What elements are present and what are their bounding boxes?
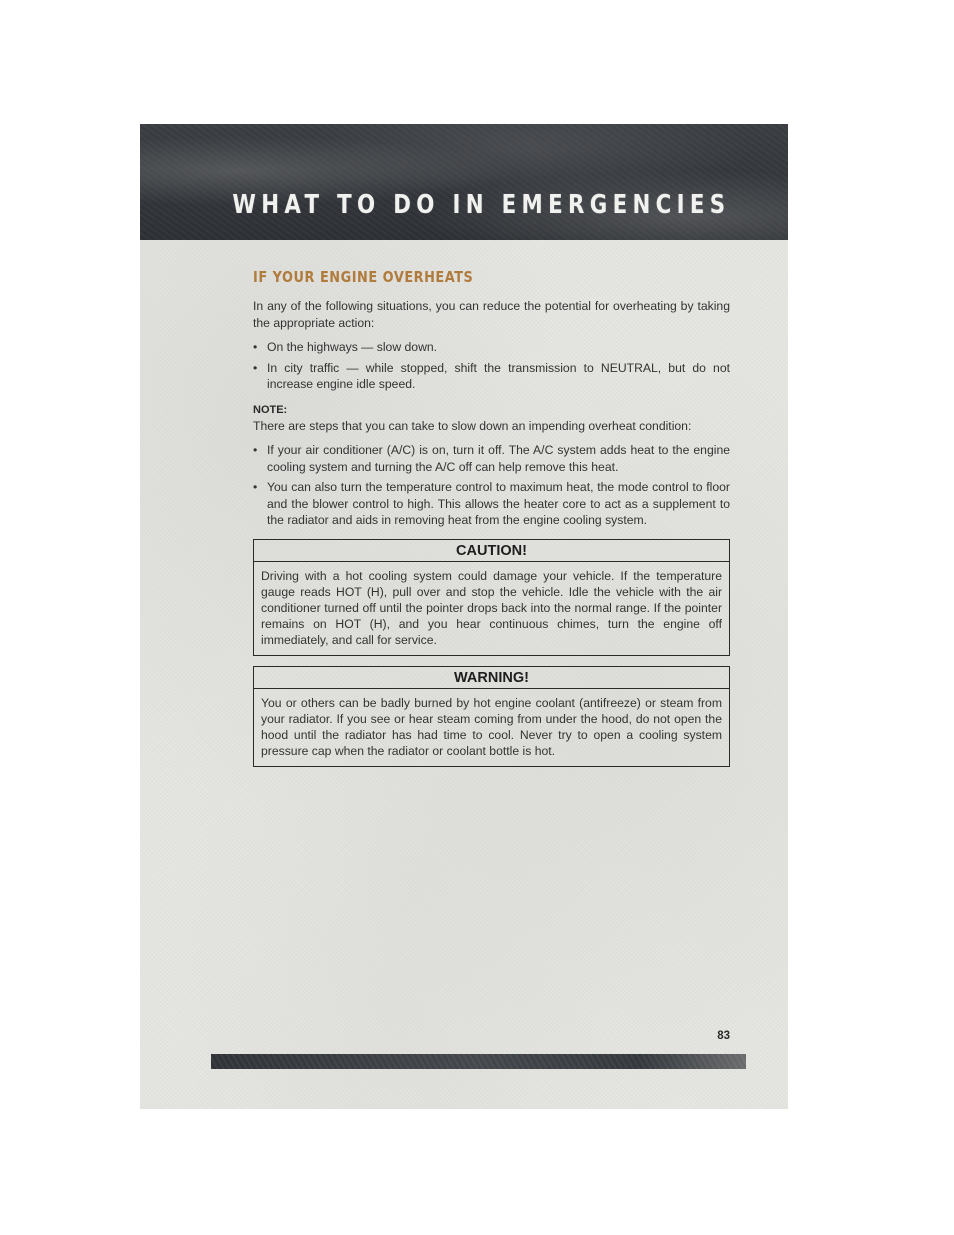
bullet-icon: • — [253, 480, 258, 494]
list-item — [253, 479, 730, 529]
caution-body: Driving with a hot cooling system could damage your vehicle. If the temperature gauge reads HOT (H), pull over and stop the vehicle. Idle the vehicle with the air conditioner turned off until the pointer drops back into the normal range. If the pointer remains on HOT (H), and you hear continuous chimes, turn the engine off immediately, and call for service. — [261, 568, 722, 647]
caution-box — [253, 539, 730, 656]
warning-box — [253, 666, 730, 767]
list-item-text: You can also turn the temperature control to maximum heat, the mode control to floor and the blower control to high. This allows the heater core to act as a supplement to the radiator and aids in removing heat from the engine cooling system. — [267, 480, 730, 527]
action-list — [253, 339, 730, 393]
intro-paragraph: In any of the following situations, you can reduce the potential for overheating by taking the appropriate action: — [253, 299, 730, 330]
warning-body: You or others can be badly burned by hot engine coolant (antifreeze) or steam from your radiator. If you see or hear steam coming from under the hood, do not open the hood until the radiator has had time to cool. Never try to open a cooling system pressure cap when the radiator or coolant bottle is hot. — [261, 695, 722, 758]
list-item-text: In city traffic — while stopped, shift the transmission to NEUTRAL, but do not increase engine idle speed. — [267, 360, 730, 391]
warning-title: WARNING! — [254, 667, 729, 689]
list-item — [253, 339, 730, 356]
list-item-text: If your air conditioner (A/C) is on, turn it off. The A/C system adds heat to the engine cooling system and turning the A/C off can help remove this heat. — [267, 443, 730, 474]
page-number: 83 — [717, 1030, 730, 1042]
list-item-text: On the highways — slow down. — [267, 340, 438, 354]
header-band — [140, 124, 788, 240]
list-item — [253, 442, 730, 475]
list-item — [253, 360, 730, 393]
note-list — [253, 442, 730, 529]
section-title: IF YOUR ENGINE OVERHEATS — [253, 268, 474, 286]
bullet-icon: • — [253, 443, 258, 457]
bullet-icon: • — [253, 360, 258, 375]
manual-page — [140, 124, 788, 1109]
page-content — [253, 268, 730, 767]
note-label: NOTE: — [253, 403, 288, 416]
caution-title: CAUTION! — [254, 540, 729, 562]
footer-band — [211, 1054, 746, 1069]
chapter-title: WHAT TO DO IN EMERGENCIES — [231, 190, 730, 220]
bullet-icon: • — [253, 340, 258, 354]
note-paragraph: There are steps that you can take to slow down an impending overheat condition: — [253, 418, 692, 433]
